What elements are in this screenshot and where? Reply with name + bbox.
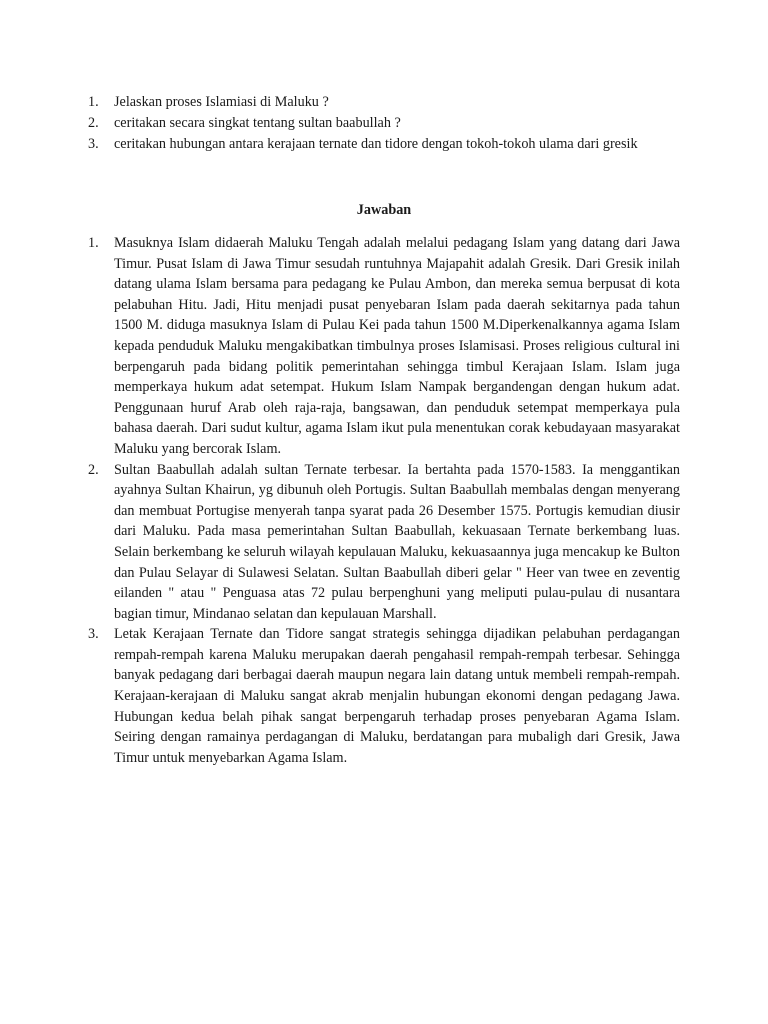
question-text: ceritakan secara singkat tentang sultan baabullah ?	[114, 115, 401, 131]
answer-text: Masuknya Islam didaerah Maluku Tengah adalah melalui pedagang Islam yang datang dari Jawa Timur. Pusat Islam di Jawa Timur sesudah runtuhnya Majapahit adalah Gresik. Dari Gresik inilah datang ulama Islam bersama para pedagang ke Pulau Ambon, dan mereka semua berpusat di kota pelabuhan Hitu. Jadi, Hitu menjadi pusat penyebaran Islam pada daerah sekitarnya pada tahun 1500 M. diduga masuknya Islam di Pulau Kei pada tahun 1500 M.Diperkenalkannya agama Islam kepada penduduk Maluku mengakibatkan timbulnya proses Islamisasi. Proses religious cultural ini berpengaruh pada bidang politik pemerintahan sehingga timbul Kerajaan Islam. Islam juga memperkaya hukum adat setempat. Hukum Islam Nampak bergandengan dengan hukum adat. Penggunaan huruf Arab oleh raja-raja, bangsawan, dan penduduk setempat memperkaya pula bahasa daerah. Dari sudut kultur, agama Islam ikut pula menentukan corak kebudayaan masyarakat Maluku yang bercorak Islam.	[114, 235, 680, 457]
question-list	[88, 92, 688, 155]
answer-item	[88, 233, 680, 460]
question-item	[88, 92, 688, 113]
answer-item	[88, 460, 680, 625]
answer-number: 2.	[88, 461, 99, 478]
question-number: 1.	[88, 94, 99, 110]
answer-item	[88, 624, 680, 768]
question-item	[88, 134, 688, 155]
answer-number: 1.	[88, 235, 99, 251]
question-number: 3.	[88, 136, 99, 152]
question-text: ceritakan hubungan antara kerajaan ternate dan tidore dengan tokoh-tokoh ulama dari gresik	[114, 136, 638, 152]
answer-number: 3.	[88, 626, 99, 643]
answers-heading: Jawaban	[356, 202, 412, 218]
answer-text: Letak Kerajaan Ternate dan Tidore sangat strategis sehingga dijadikan pelabuhan perdagangan rempah-rempah karena Maluku merupakan daerah pengahasil rempah-rempah terbesar. Sehingga banyak pedagang dari berbagai daerah maupun negara lain datang untuk membeli rempah-rempah. Kerajaan-kerajaan di Maluku sangat akrab menjalin hubungan ekonomi dengan pedagang Jawa. Hubungan kedua belah pihak sangat berpengaruh terhadap proses penyebaran Agama Islam. Seiring dengan ramainya perdagangan di Maluku, berdatangan para mubaligh dari Gresik, Jawa Timur untuk menyebarkan Agama Islam.	[114, 626, 680, 766]
question-item	[88, 113, 688, 134]
question-number: 2.	[88, 115, 99, 131]
question-text: Jelaskan proses Islamiasi di Maluku ?	[114, 94, 329, 110]
answer-text: Sultan Baabullah adalah sultan Ternate terbesar. Ia bertahta pada 1570-1583. Ia menggantikan ayahnya Sultan Khairun, yg dibunuh oleh Portugis. Sultan Baabullah membalas dengan menyerang dan membuat Portugise menyerah tanpa syarat pada 26 Desember 1575. Portugis kemudian diusir dari Maluku. Pada masa pemerintahan Sultan Baabullah, kekuasaan Ternate berkembang luas. Selain berkembang ke seluruh wilayah kepulauan Maluku, kekuasaannya juga mencakup ke Bulton dan Pulau Selayar di Sulawesi Selatan. Sultan Baabullah diberi gelar " Heer van twee en zeventig eilanden " atau " Penguasa atas 72 pulau berpenghuni yang meliputi pulau-pulau di nusantara bagian timur, Mindanao selatan dan kepulauan Marshall.	[114, 461, 680, 622]
answer-list	[88, 233, 680, 768]
